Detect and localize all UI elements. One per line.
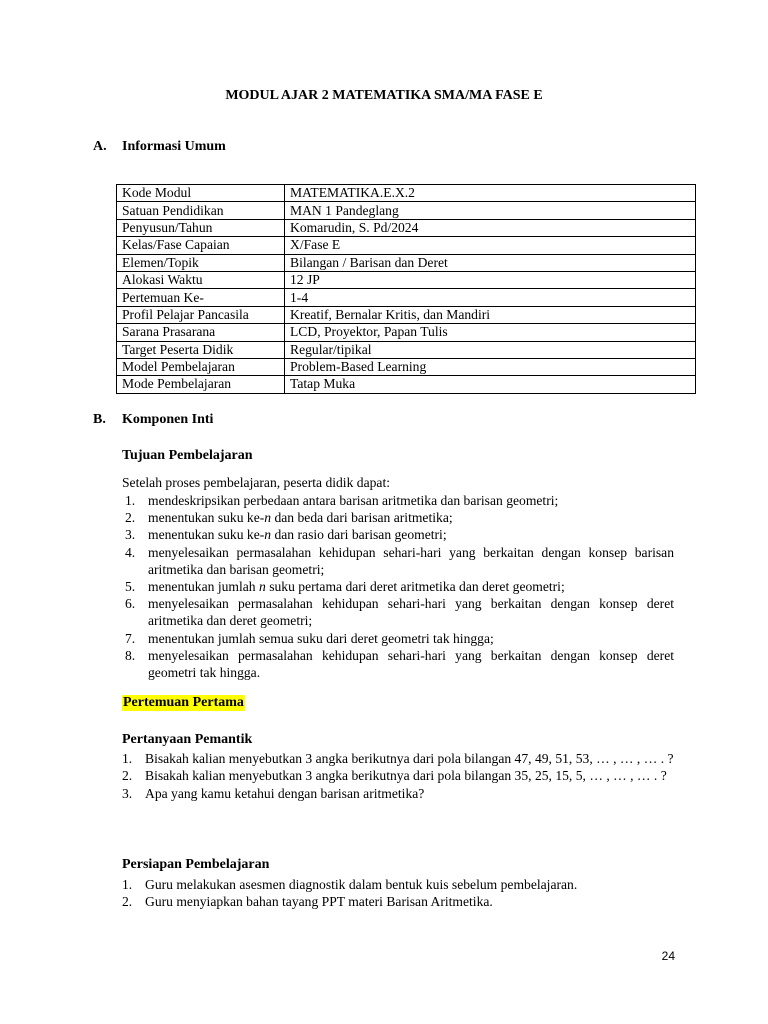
info-value: MAN 1 Pandeglang (285, 202, 696, 219)
info-key: Kode Modul (117, 185, 285, 202)
item-text: Apa yang kamu ketahui dengan barisan aritmetika? (145, 785, 425, 801)
list-number: 4. (125, 544, 136, 560)
info-row (117, 358, 696, 375)
pemantik-list (122, 750, 682, 802)
list-number: 3. (122, 785, 133, 801)
item-text: menentukan jumlah (148, 579, 259, 595)
item-text: Guru menyiapkan bahan tayang PPT materi Barisan Aritmetika. (145, 894, 493, 910)
info-row (117, 219, 696, 236)
item-text: menyelesaikan permasalahan kehidupan sehari-hari yang berkaitan dengan konsep barisan aritmetika dan barisan geometri; (148, 544, 674, 577)
tujuan-item (122, 509, 674, 526)
item-text: Bisakah kalian menyebutkan 3 angka berikutnya dari pola bilangan 47, 49, 51, 53, … , … , … . ? (145, 751, 674, 766)
tujuan-list (122, 492, 674, 681)
info-row (117, 271, 696, 288)
info-row (117, 324, 696, 341)
info-value: Komarudin, S. Pd/2024 (285, 219, 696, 236)
info-row (117, 202, 696, 219)
info-key: Mode Pembelajaran (117, 376, 285, 393)
section-b-title: Komponen Inti (122, 412, 214, 427)
list-number: 1. (125, 493, 136, 508)
item-text: menentukan suku ke- (148, 510, 265, 526)
pemantik-item (122, 750, 682, 767)
pertemuan-badge: Pertemuan Pertama (123, 695, 244, 710)
pemantik-item (122, 785, 682, 802)
variable-n: n (259, 579, 266, 595)
info-value: Problem-Based Learning (285, 358, 696, 375)
info-row (117, 254, 696, 271)
list-number: 1. (122, 877, 133, 892)
info-value: Bilangan / Barisan dan Deret (285, 254, 696, 271)
list-number: 1. (122, 751, 133, 766)
info-value: 12 JP (285, 271, 696, 288)
item-text: mendeskripsikan perbedaan antara barisan aritmetika dan barisan geometri; (148, 493, 559, 508)
persiapan-list (122, 876, 682, 911)
list-number: 7. (125, 630, 136, 646)
list-number: 3. (125, 527, 136, 543)
persiapan-item (122, 893, 682, 910)
item-text: Bisakah kalian menyebutkan 3 angka berikutnya dari pola bilangan 35, 25, 15, 5, … , … , … . ? (145, 768, 667, 784)
info-key: Sarana Prasarana (117, 324, 285, 341)
section-b-letter: B. (93, 412, 106, 427)
variable-n: n (264, 527, 272, 543)
info-value: LCD, Proyektor, Papan Tulis (285, 324, 696, 341)
tujuan-heading: Tujuan Pembelajaran (122, 448, 253, 463)
tujuan-item (122, 647, 674, 681)
persiapan-item (122, 876, 682, 893)
list-number: 2. (122, 768, 133, 784)
list-number: 2. (122, 894, 133, 910)
item-text: menyelesaikan permasalahan kehidupan sehari-hari yang berkaitan dengan konsep deret geometri tak hingga. (148, 647, 674, 681)
info-key: Target Peserta Didik (117, 341, 285, 358)
item-text: dan beda dari barisan aritmetika; (271, 510, 453, 526)
info-row (117, 237, 696, 254)
tujuan-item (122, 544, 674, 578)
info-row (117, 185, 696, 202)
info-value: MATEMATIKA.E.X.2 (285, 185, 696, 202)
info-key: Kelas/Fase Capaian (117, 237, 285, 254)
info-key: Profil Pelajar Pancasila (117, 306, 285, 323)
list-number: 6. (125, 596, 136, 612)
info-key: Alokasi Waktu (117, 271, 285, 288)
tujuan-item (122, 526, 674, 543)
page-number: 24 (661, 949, 675, 963)
info-row (117, 289, 696, 306)
info-key: Model Pembelajaran (117, 358, 285, 375)
info-key: Pertemuan Ke- (117, 289, 285, 306)
item-text: menentukan jumlah semua suku dari deret geometri tak hingga; (148, 630, 494, 646)
pemantik-item (122, 767, 682, 784)
section-a-title: Informasi Umum (122, 139, 226, 154)
info-row (117, 306, 696, 323)
info-row (117, 376, 696, 393)
tujuan-item (122, 630, 674, 647)
page-title: MODUL AJAR 2 MATEMATIKA SMA/MA FASE E (225, 88, 543, 103)
list-number: 5. (125, 579, 136, 595)
info-key: Penyusun/Tahun (117, 219, 285, 236)
info-table (116, 184, 696, 394)
tujuan-item (122, 595, 674, 629)
item-text: menyelesaikan permasalahan kehidupan sehari-hari yang berkaitan dengan konsep deret aritmetika dan deret geometri; (148, 596, 674, 629)
persiapan-heading: Persiapan Pembelajaran (122, 857, 270, 872)
item-text: menentukan suku ke- (148, 527, 265, 543)
list-number: 2. (125, 510, 136, 526)
item-text: Guru melakukan asesmen diagnostik dalam bentuk kuis sebelum pembelajaran. (145, 877, 578, 892)
tujuan-item (122, 492, 674, 509)
variable-n: n (264, 510, 272, 526)
info-value: Tatap Muka (285, 376, 696, 393)
item-text: suku pertama dari deret aritmetika dan deret geometri; (265, 579, 565, 595)
pemantik-heading: Pertanyaan Pemantik (122, 732, 253, 747)
tujuan-item (122, 578, 674, 595)
info-key: Elemen/Topik (117, 254, 285, 271)
info-value: 1-4 (285, 289, 696, 306)
info-value: Kreatif, Bernalar Kritis, dan Mandiri (285, 306, 696, 323)
tujuan-intro: Setelah proses pembelajaran, peserta didik dapat: (122, 475, 390, 490)
section-a-letter: A. (93, 139, 107, 154)
info-key: Satuan Pendidikan (117, 202, 285, 219)
list-number: 8. (125, 647, 136, 663)
item-text: dan rasio dari barisan geometri; (271, 527, 447, 543)
info-value: Regular/tipikal (285, 341, 696, 358)
info-value: X/Fase E (285, 237, 696, 254)
info-row (117, 341, 696, 358)
